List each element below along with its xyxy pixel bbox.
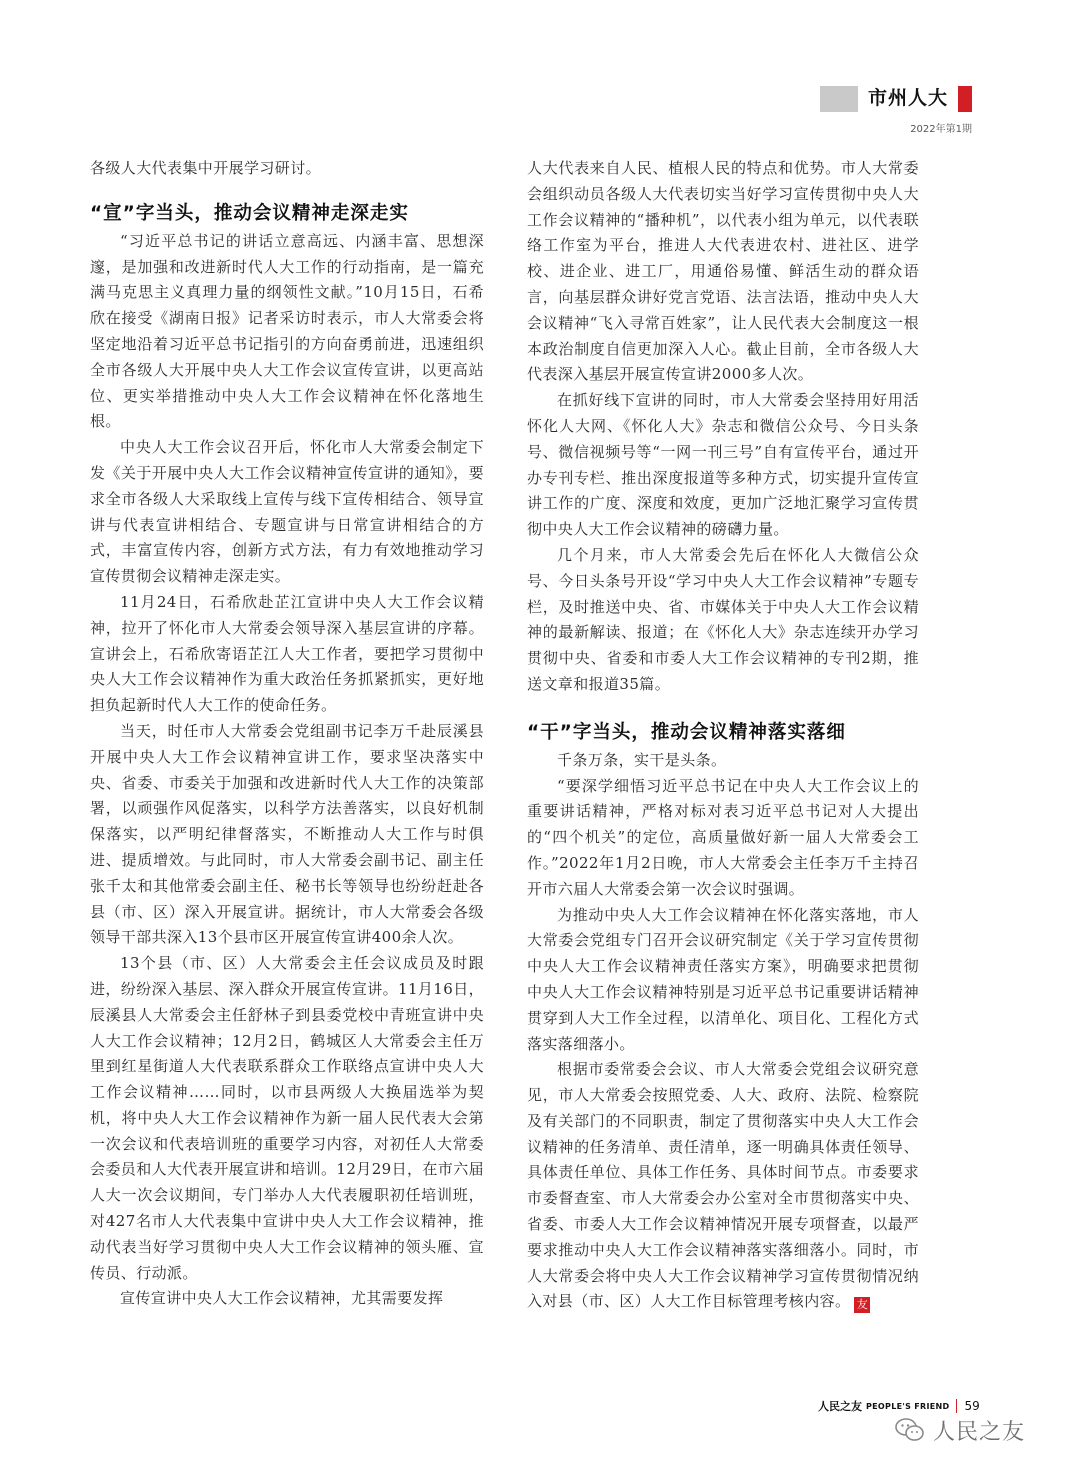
footer-magazine-name: 人民之友 xyxy=(818,1400,862,1413)
paragraph: 在抓好线下宣讲的同时，市人大常委会坚持用好用活怀化人大网、《怀化人大》杂志和微信公众号、今日头条号、微信视频号等“一网一刊三号”自有宣传平台，通过开办专刊专栏、推出深度报道等多种方式，切实提升宣传宣讲工作的广度、深度和效度，更加广泛地汇聚学习宣传贯彻中央人大工作会议精神的磅礴力量。 xyxy=(527,391,919,539)
paragraph: 千条万条，实干是头条。 xyxy=(557,750,727,769)
left-column xyxy=(90,156,484,1312)
paragraph-text: 根据市委常委会会议、市人大常委会党组会议研究意见，市人大常委会按照党委、人大、政府、法院、检察院及有关部门的不同职责，制定了贯彻落实中央人大工作会议精神的任务清单、责任清单，逐一明确具体责任领导、具体责任单位、具体工作任务、具体时间节点。市委要求市委督查室、市人大常委会办公室对全市贯彻落实中央、省委、市委人大工作会议精神情况开展专项督查，以最严要求推动中央人大工作会议精神落实落细落小。同时，市人大常委会将中央人大工作会议精神学习宣传贯彻情况纳入对县（市、区）人大工作目标管理考核内容。 xyxy=(527,1060,919,1311)
footer-divider xyxy=(956,1399,957,1413)
paragraph: 几个月来，市人大常委会先后在怀化人大微信公众号、今日头条号开设“学习中央人大工作会议精神”专题专栏，及时推送中央、省、市媒体关于中央人大工作会议精神的最新解读、报道；在《怀化人大》杂志连续开办学习贯彻中央、省委和市委人大工作会议精神的专刊2期，推送文章和报道35篇。 xyxy=(527,545,919,693)
paragraph: 11月24日，石希欣赴芷江宣讲中央人大工作会议精神，拉开了怀化市人大常委会领导深入基层宣讲的序幕。宣讲会上，石希欣寄语芷江人大工作者，要把学习贯彻中央人大工作会议精神作为重大政治任务抓紧抓实，更好地担负起新时代人大工作的使命任务。 xyxy=(90,592,484,715)
header-grey-block xyxy=(820,86,858,112)
watermark-text: 人民之友 xyxy=(933,1419,1026,1445)
right-continuation: 人大代表来自人民、植根人民的特点和优势。市人大常委会组织动员各级人大代表切实当好学习宣传贯彻中央人大工作会议精神的“播种机”，以代表小组为单元，以代表联络工作室为平台，推进人大代表进农村、进社区、进学校、进企业、进工厂，用通俗易懂、鲜活生动的群众语言，向基层群众讲好党言党语、法言法语，推动中央人大会议精神“飞入寻常百姓家”，让人民代表大会制度这一根本政治制度自信更加深入人心。截止目前，全市各级人大代表深入基层开展宣传宣讲2000多人次。 xyxy=(527,159,919,384)
page-number: 59 xyxy=(964,1399,980,1413)
end-mark-icon: 友 xyxy=(854,1297,870,1313)
wechat-watermark xyxy=(895,1413,1025,1447)
section-heading-xuan: “宣”字当头，推动会议精神走深走实 xyxy=(90,202,409,224)
paragraph: 13个县（市、区）人大常委会主任会议成员及时跟进，纷纷深入基层、深入群众开展宣传宣讲。11月16日，辰溪县人大常委会主任舒林子到县委党校中青班宣讲中央人大工作会议精神；12月2日，鹤城区人大常委会主任万里到红星街道人大代表联系群众工作联络点宣讲中央人大工作会议精神……同时，以市县两级人大换届选举为契机，将中央人大工作会议精神作为新一届人民代表大会第一次会议和代表培训班的重要学习内容，对初任人大常委会委员和人大代表开展宣讲和培训。12月29日，在市六届人大一次会议期间，专门举办人大代表履职初任培训班，对427名市人大代表集中宣讲中央人大工作会议精神，推动代表当好学习贯彻中央人大工作会议精神的领头雁、宣传员、行动派。 xyxy=(90,954,484,1282)
wechat-icon xyxy=(895,1417,925,1443)
right-column xyxy=(527,156,919,1315)
paragraph: 宣传宣讲中央人大工作会议精神，尤其需要发挥 xyxy=(120,1289,444,1308)
paragraph: 中央人大工作会议召开后，怀化市人大常委会制定下发《关于开展中央人大工作会议精神宣传宣讲的通知》，要求全市各级人大采取线上宣传与线下宣传相结合、领导宣讲与代表宣讲相结合、专题宣讲与日常宣讲相结合的方式，丰富宣传内容，创新方式方法，有力有效地推动学习宣传贯彻会议精神走深走实。 xyxy=(90,438,484,586)
paragraph: 当天，时任市人大常委会党组副书记李万千赴辰溪县开展中央人大工作会议精神宣讲工作，要求坚决落实中央、省委、市委关于加强和改进新时代人大工作的决策部署，以顽强作风促落实，以科学方法善落实，以良好机制保落实，以严明纪律督落实，不断推动人大工作与时俱进、提质增效。与此同时，市人大常委会副书记、副主任张千太和其他常委会副主任、秘书长等领导也纷纷赶赴各县（市、区）深入开展宣讲。据统计，市人大常委会各级领导干部共深入13个县市区开展宣传宣讲400余人次。 xyxy=(90,721,484,947)
paragraph: 为推动中央人大工作会议精神在怀化落实落地，市人大常委会党组专门召开会议研究制定《关于学习宣传贯彻中央人大工作会议精神责任落实方案》，明确要求把贯彻中央人大工作会议精神特别是习近平总书记重要讲话精神贯穿到人大工作全过程，以清单化、项目化、工程化方式落实落细落小。 xyxy=(527,905,919,1053)
footer-english-name: PEOPLE'S FRIEND xyxy=(866,1401,950,1411)
final-paragraph xyxy=(527,1057,919,1315)
issue-number: 2022年第1期 xyxy=(910,124,972,135)
paragraph: “要深学细悟习近平总书记在中央人大工作会议上的重要讲话精神，严格对标对表习近平总书记对人大提出的“四个机关”的定位，高质量做好新一届人大常委会工作。”2022年1月2日晚，市人大常委会主任李万千主持召开市六届人大常委会第一次会议时强调。 xyxy=(527,776,919,898)
section-title: 市州人大 xyxy=(858,84,958,112)
section-heading-gan: “干”字当头，推动会议精神落实落细 xyxy=(527,721,846,743)
paragraph: “习近平总书记的讲话立意高远、内涵丰富、思想深邃，是加强和改进新时代人大工作的行动指南，是一篇充满马克思主义真理力量的纲领性文献。”10月15日，石希欣在接受《湖南日报》记者采访时表示，市人大常委会将坚定地沿着习近平总书记指引的方向奋勇前进，迅速组织全市各级人大开展中央人大工作会议宣传宣讲，以更高站位、更实举措推动中央人大工作会议精神在怀化落地生根。 xyxy=(90,231,484,431)
left-continuation: 各级人大代表集中开展学习研讨。 xyxy=(90,159,322,177)
